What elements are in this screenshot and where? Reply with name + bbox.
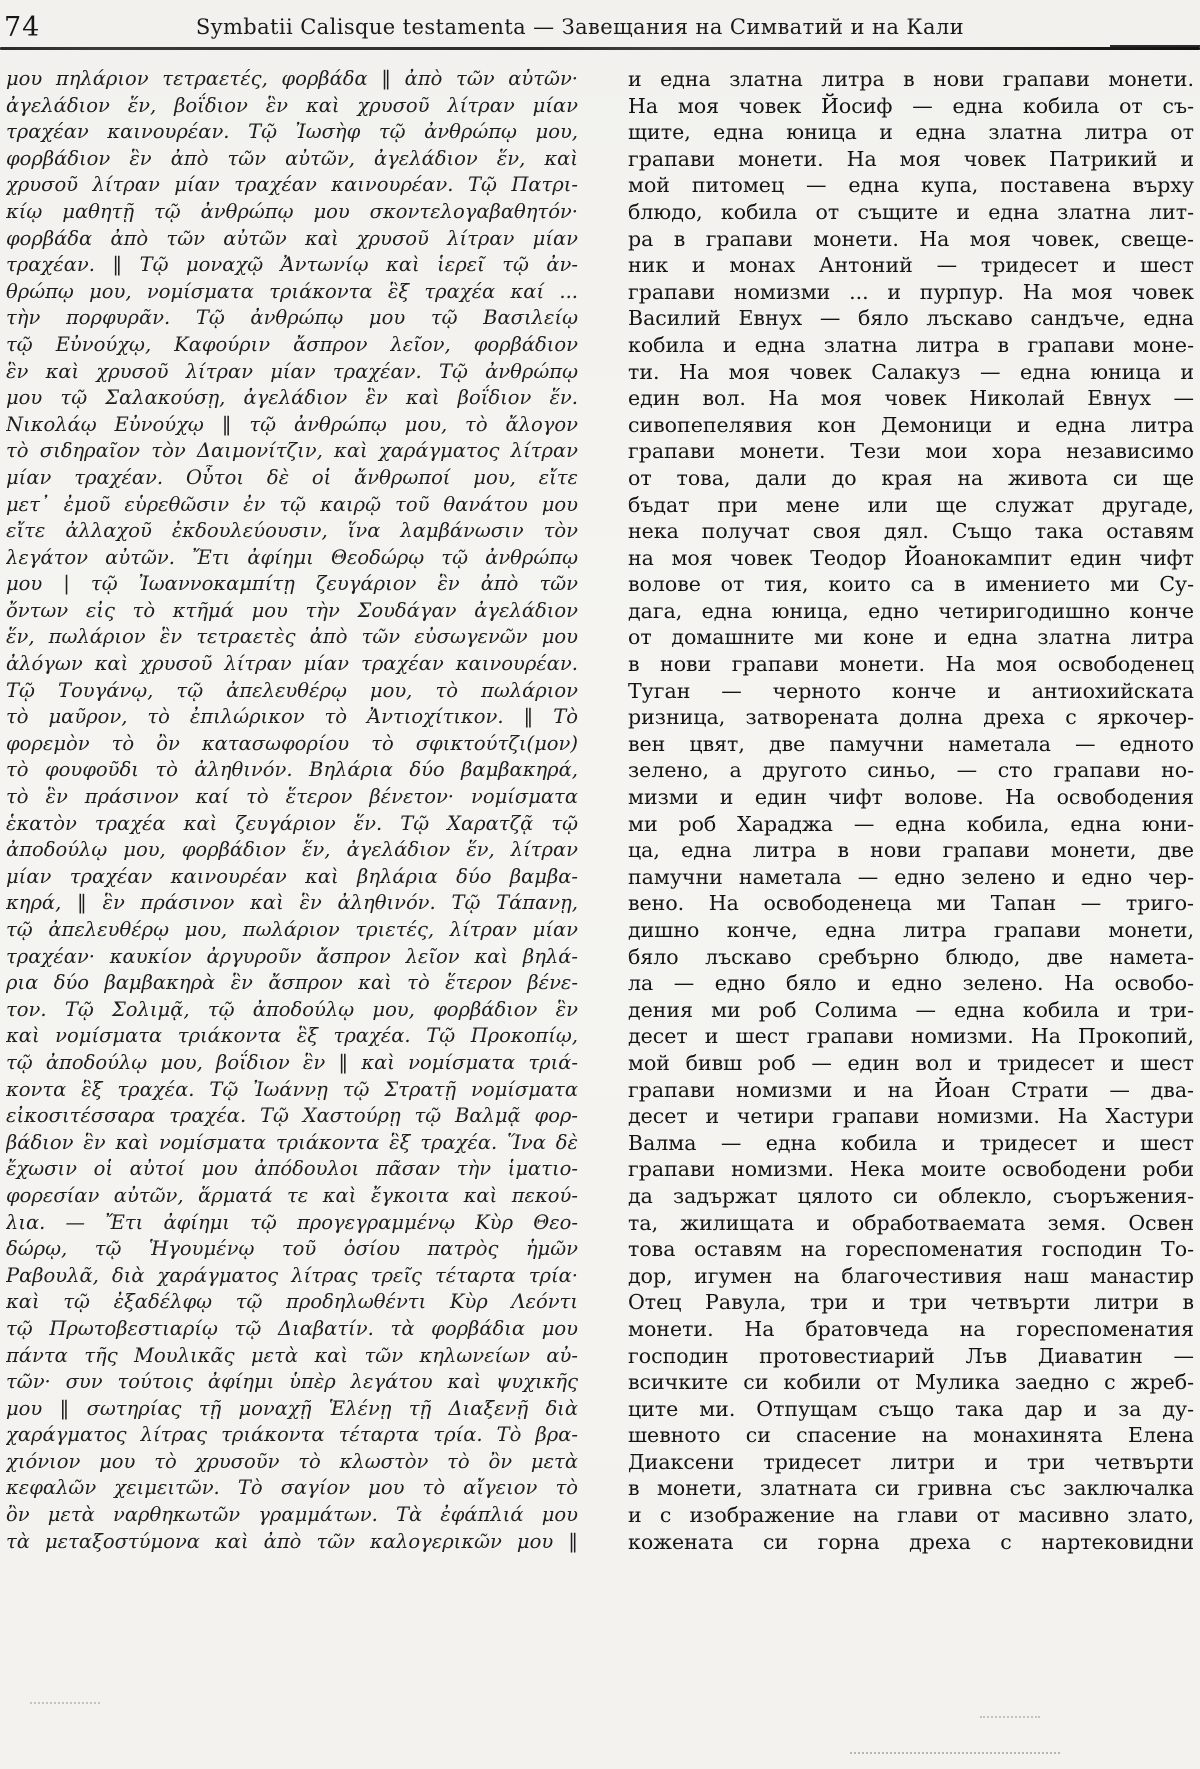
text-line: десет и четири грапави номизми. На Хастури: [628, 1104, 1194, 1129]
text-line: бяло лъскаво сребърно блюдо, две намета-: [628, 944, 1194, 969]
text-line: Τῷ Τουγάνῳ, τῷ ἀπελευθέρῳ μου, τὸ πωλάριον: [6, 678, 578, 702]
text-line: τον. Τῷ Σολιμᾷ, τῷ ἀποδούλῳ μου, φορβάδιον ἓν: [6, 997, 578, 1021]
text-line: μετ᾽ ἐμοῦ εὑρεθῶσιν ἐν τῷ καιρῷ τοῦ θανάτου μου: [6, 492, 578, 516]
text-line: θρώπῳ μου, νομίσματα τριάκοντα ἓξ τραχέα καί ...: [6, 279, 578, 303]
text-line: ἀλόγων καὶ χρυσοῦ λίτραν μίαν τραχέαν καινουρέαν.: [6, 652, 578, 676]
text-line: ἕν, πωλάριον ἓν τετραετὲς ἀπὸ τῶν εὐσωγενῶν μου: [6, 625, 578, 649]
text-line: ἑκατὸν τραχέα καὶ ζευγάριον ἕν. Τῷ Χαρατζᾷ τῷ: [6, 811, 578, 835]
text-line: зелено, а другото синьо, — сто грапави но-: [628, 758, 1194, 783]
text-line: дага, една юница, едно четиригодишно конче: [628, 598, 1194, 623]
text-line: На моя човек Йосиф — една кобила от съ-: [628, 93, 1194, 118]
text-line: ἀγελάδιον ἕν, βοΐδιον ἓν καὶ χρυσοῦ λίτραν μίαν: [6, 93, 578, 117]
text-line: τραχέαν· καυκίον ἀργυροῦν ἄσπρον λεῖον καὶ βηλά-: [6, 944, 578, 968]
text-line: всичките си кобили от Мулика заедно с жреб-: [628, 1370, 1194, 1395]
text-line: и една златна литра в нови грапави монети.: [628, 67, 1194, 91]
text-line: ὂν μετὰ ναρθηκωτῶν γραμμάτων. Τὰ ἐφάπλιά μου: [6, 1503, 578, 1527]
header-rule: [0, 47, 1200, 50]
text-line: Валма — една кобила и тридесет и шест: [628, 1130, 1194, 1155]
text-line: μίαν τραχέαν καινουρέαν καὶ βηλάρια δύο βαμβα-: [6, 864, 578, 888]
scan-noise: [850, 1752, 1060, 1754]
text-line: μίαν τραχέαν. Οὗτοι δὲ οἱ ἄνθρωποί μου, εἴτε: [6, 465, 578, 489]
text-line: дения ми роб Солима — една кобила и три-: [628, 997, 1194, 1022]
text-line: грапави номизми и на Йоан Страти — два-: [628, 1077, 1194, 1102]
scan-noise: [980, 1716, 1040, 1718]
text-line: τῷ Πρωτοβεστιαρίῳ τῷ Διαβατίν. τὰ φορβάδια μου: [6, 1316, 578, 1340]
text-line: памучни наметала — едно зелено и едно чер-: [628, 864, 1194, 889]
text-line: τραχέαν. ‖ Τῷ μοναχῷ Ἀντωνίῳ καὶ ἱερεῖ τῷ ἀν-: [6, 253, 578, 277]
text-line: грапави номизми ... и пурпур. На моя човек: [628, 279, 1194, 304]
text-line: λεγάτον αὐτῶν. Ἔτι ἀφίημι Θεοδώρῳ τῷ ἀνθρώπῳ: [6, 545, 578, 569]
text-line: господин протовестиарий Лъв Диаватин —: [628, 1343, 1194, 1368]
text-line: в нови грапави монети. На моя освободенец: [628, 652, 1194, 677]
text-line: блюдо, кобила от същите и една златна лит-: [628, 199, 1194, 224]
text-line: грапави монети. Тези мои хора независимо: [628, 439, 1194, 464]
text-line: κοντα ἓξ τραχέα. Τῷ Ἰωάννῃ τῷ Στρατῇ νομίσματα: [6, 1077, 578, 1101]
text-line: βάδιον ἓν καὶ νομίσματα τριάκοντα ἓξ τραχέα. Ἵνα δὲ: [6, 1130, 578, 1154]
text-line: τὸ μαῦρον, τὸ ἐπιλώρικον τὸ Ἀντιοχίτικον. ‖ Τὸ: [6, 705, 578, 729]
text-line: та, жилищата и обработваемата земя. Освен: [628, 1210, 1194, 1235]
text-line: ти. На моя човек Салакуз — една юница и: [628, 359, 1194, 384]
text-line: τὰ μεταξοστύμονα καὶ ἀπὸ τῶν καλογερικῶν μου ‖: [6, 1529, 578, 1553]
text-line: τῷ Εὐνούχῳ, Καφούριν ἄσπρον λεῖον, φορβάδιον: [6, 332, 578, 356]
text-line: нека получат своя дял. Също така оставям: [628, 519, 1194, 544]
text-line: καὶ νομίσματα τριάκοντα ἓξ τραχέα. Τῷ Προκοπίῳ,: [6, 1024, 578, 1048]
text-line: от това, дали до края на живота си ще: [628, 465, 1194, 490]
text-line: ник и монах Антоний — тридесет и шест: [628, 253, 1194, 278]
text-line: κεφαλῶν χειμειτῶν. Τὸ σαγίον μου τὸ αἴγειον τὸ: [6, 1476, 578, 1500]
text-line: τὸ φουφοῦδι τὸ ἀληθινόν. Βηλάρια δύο βαμβακηρά,: [6, 758, 578, 782]
text-line: ра в грапави монети. На моя човек, свеще-: [628, 226, 1194, 251]
text-line: τὴν πορφυρᾶν. Τῷ ἀνθρώπῳ μου τῷ Βασιλείῳ: [6, 306, 578, 330]
text-line: Туган — черното конче и антиохийската: [628, 678, 1194, 703]
text-line: μου τῷ Σαλακούσῃ, ἀγελάδιον ἓν καὶ βοΐδιον ἕν.: [6, 386, 578, 410]
text-line: вен цвят, две памучни наметала — едното: [628, 731, 1194, 756]
greek-text-column: [6, 66, 578, 1555]
text-line: вено. На освободенеца ми Тапан — триго-: [628, 891, 1194, 916]
text-line: τῷ ἀπελευθέρῳ μου, πωλάριον τριετές, λίτραν μίαν: [6, 918, 578, 941]
text-line: шевното си спасение на монахинята Елена: [628, 1423, 1194, 1448]
text-line: εἰκοσιτέσσαρα τραχέα. Τῷ Χαστούρῃ τῷ Βαλμᾷ φορ-: [6, 1104, 578, 1128]
text-line: дор, игумен на благочестивия наш манастир: [628, 1263, 1194, 1288]
text-line: бъдат при мене или ще служат другаде,: [628, 492, 1194, 517]
text-line: χρυσοῦ λίτραν μίαν τραχέαν καινουρέαν. Τῷ Πατρι-: [6, 173, 578, 197]
text-line: Диаксени тридесет литри и три четвърти: [628, 1449, 1194, 1474]
text-line: τὸ ἓν πράσινον καί τὸ ἕτερον βένετον· νομίσματα: [6, 785, 578, 809]
text-line: Ραβουλᾶ, διὰ χαράγματος λίτρας τρεῖς τέταρτα τρία·: [6, 1263, 578, 1287]
text-line: мой бивш роб — един вол и тридесет и шест: [628, 1050, 1194, 1075]
text-line: φορβάδιον ἓν ἀπὸ τῶν αὐτῶν, ἀγελάδιον ἕν, καὶ: [6, 146, 578, 170]
text-line: щите, една юница и една златна литра от: [628, 120, 1194, 145]
text-line: μου | τῷ Ἰωαννοκαμπίτῃ ζευγάριον ἓν ἀπὸ τῶν: [6, 572, 578, 596]
text-line: кожената си горна дреха с нартековидни: [628, 1529, 1194, 1554]
text-line: τῷ ἀποδούλῳ μου, βοΐδιον ἓν ‖ καὶ νομίσματα τριά-: [6, 1050, 578, 1074]
text-line: πάντα τῆς Μουλικᾶς μετὰ καὶ τῶν κηλωνείων αὐ-: [6, 1343, 578, 1367]
text-line: καὶ τῷ ἐξαδέλφῳ τῷ προδηλωθέντι Κὺρ Λεόντι: [6, 1290, 578, 1314]
text-line: δώρῳ, τῷ Ἡγουμένῳ τοῦ ὁσίου πατρὸς ἡμῶν: [6, 1237, 578, 1261]
text-line: κηρά, ‖ ἓν πράσινον καὶ ἓν ἀληθινόν. Τῷ Τάπανῃ,: [6, 891, 578, 915]
text-line: мизми и един чифт волове. На освободения: [628, 785, 1194, 810]
text-line: монети. На братовчеда на гореспоменатия: [628, 1316, 1194, 1341]
text-line: един вол. На моя човек Николай Евнух —: [628, 386, 1194, 411]
text-line: χιόνιον μου τὸ χρυσοῦν τὸ κλωστὸν τὸ ὂν μετὰ: [6, 1449, 578, 1473]
text-line: сивопепелявия кон Демоници и една литра: [628, 412, 1194, 437]
text-line: Νικολάῳ Εὐνούχῳ ‖ τῷ ἀνθρώπῳ μου, τὸ ἄλογον: [6, 412, 578, 436]
text-line: ми роб Хараджа — една кобила, една юни-: [628, 811, 1194, 836]
text-line: ἓν καὶ χρυσοῦ λίτραν μίαν τραχέαν. Τῷ ἀνθρώπῳ: [6, 359, 578, 383]
text-line: τραχέαν καινουρέαν. Τῷ Ἰωσὴφ τῷ ἀνθρώπῳ μου,: [6, 120, 578, 144]
text-line: в монети, златната си гривна със заключалка: [628, 1476, 1194, 1501]
text-line: да задържат цялото си облекло, съоръжения-: [628, 1183, 1194, 1208]
text-line: кобила и една златна литра в грапави моне-: [628, 332, 1194, 357]
text-line: μου πηλάριον τετραετές, φορβάδα ‖ ἀπὸ τῶν αὐτῶν·: [6, 67, 578, 90]
text-line: мой питомец — една купа, поставена върху: [628, 173, 1194, 198]
page-number: 74: [4, 12, 41, 43]
text-line: μου ‖ σωτηρίας τῇ μοναχῇ Ἑλένῃ τῇ Διαξενῇ διὰ: [6, 1396, 578, 1420]
text-line: грапави номизми. Нека моите освободени роби: [628, 1157, 1194, 1182]
text-line: ца, една литра в нови грапави монети, две: [628, 838, 1194, 863]
text-line: волове от тия, които са в имението ми Су-: [628, 572, 1194, 597]
text-line: φορεσίαν αὐτῶν, ἅρματά τε καὶ ἔγκοιτα καὶ πεκού-: [6, 1183, 578, 1207]
text-line: десет и шест грапави номизми. На Прокопий,: [628, 1024, 1194, 1049]
text-line: от домашните ми коне и една златна литра: [628, 625, 1194, 650]
text-line: Отец Равула, три и три четвърти литри в: [628, 1290, 1194, 1315]
text-line: λια. — Ἔτι ἀφίημι τῷ προγεγραμμένῳ Κὺρ Θεο-: [6, 1210, 578, 1234]
text-line: ἔχωσιν οἱ αὐτοί μου ἀπόδουλοι πᾶσαν τὴν ἱματιο-: [6, 1157, 578, 1181]
text-line: и с изображение на глави от масивно злато,: [628, 1503, 1194, 1528]
running-title: Symbatii Calisque testamenta — Завещания на Симватий и на Кали: [195, 15, 965, 39]
text-line: ризница, затворената долна дреха с яркочер-: [628, 705, 1194, 730]
text-line: φορβάδα ἀπὸ τῶν αὐτῶν καὶ χρυσοῦ λίτραν μίαν: [6, 226, 578, 250]
page-header: [0, 8, 1200, 46]
text-line: ците ми. Отпущам също така дар и за ду-: [628, 1396, 1194, 1421]
text-line: χαράγματος λίτρας τριάκοντα τέταρτα τρία. Τὸ βρα-: [6, 1423, 578, 1447]
scan-noise: [30, 1702, 100, 1704]
text-line: ла — едно бяло и едно зелено. На освобо-: [628, 971, 1194, 996]
text-line: φορεμὸν τὸ ὂν κατασωφορίου τὸ σφικτούτζι(μον): [6, 731, 578, 755]
text-line: τὸ σιδηραῖον τὸν Δαιμονίτζιν, καὶ χαράγματος λίτραν: [6, 439, 578, 463]
text-line: εἴτε ἀλλαχοῦ ἐκδουλεύουσιν, ἵνα λαμβάνωσιν τὸν: [6, 519, 578, 543]
text-line: грапави монети. На моя човек Патрикий и: [628, 146, 1194, 171]
text-line: на моя човек Теодор Йоанокампит един чифт: [628, 545, 1194, 570]
text-line: дишно конче, една литра грапави монети,: [628, 918, 1194, 942]
text-line: ἀποδούλῳ μου, φορβάδιον ἕν, ἀγελάδιον ἕν, λίτραν: [6, 838, 578, 862]
bulgarian-translation-column: [628, 66, 1194, 1555]
text-line: Василий Евнух — бяло лъскаво сандъче, една: [628, 306, 1194, 331]
text-line: ὄντων εἰς τὸ κτῆμά μου τὴν Σουδάγαν ἀγελάδιον: [6, 598, 578, 622]
text-line: τῶν· συν τούτοις ἀφίημι ὑπὲρ λεγάτου καὶ ψυχικῆς: [6, 1370, 578, 1394]
text-line: ρια δύο βαμβακηρὰ ἓν ἄσπρον καὶ τὸ ἕτερον βένε-: [6, 971, 578, 995]
text-line: κίῳ μαθητῇ τῷ ἀνθρώπῳ μου σκοντελογαβαθητόν·: [6, 199, 578, 223]
text-line: това оставям на гореспоменатия господин То-: [628, 1237, 1194, 1262]
